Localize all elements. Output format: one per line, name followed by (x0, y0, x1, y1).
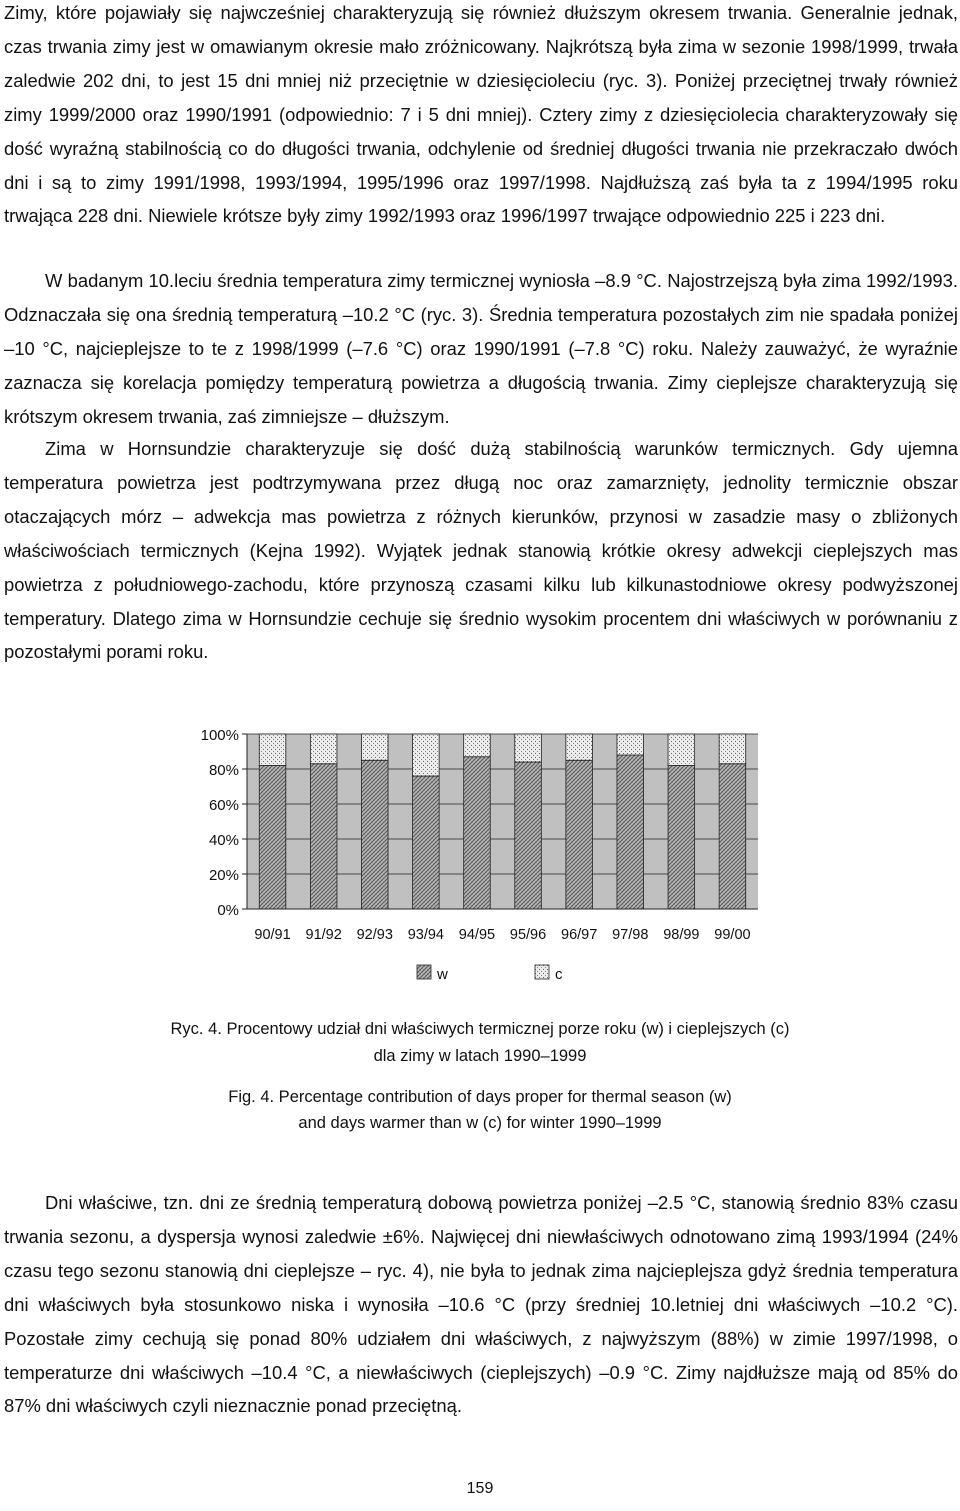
page-number: 159 (466, 1480, 494, 1497)
bar-c (361, 734, 388, 760)
caption-en-line2: and days warmer than w (c) for winter 1990–1999 (298, 1114, 662, 1132)
x-tick-label: 94/95 (458, 927, 496, 943)
bar-c (566, 734, 593, 760)
bar-w (668, 766, 695, 910)
bar-w (259, 766, 286, 910)
bar-c (259, 734, 286, 766)
x-tick-label: 99/00 (714, 927, 751, 943)
bar-c (464, 734, 491, 757)
x-tick-label: 91/92 (305, 927, 342, 943)
plot-area (201, 727, 758, 943)
x-tick-label: 97/98 (612, 927, 649, 943)
bar-c (719, 734, 746, 764)
y-tick-label: 100% (200, 727, 239, 744)
legend-swatch-w (417, 965, 431, 979)
bar-w (413, 776, 440, 909)
x-tick-label: 92/93 (356, 927, 393, 943)
x-tick-label: 98/99 (663, 927, 700, 943)
paragraph-1-text: Zimy, które pojawiały się najwcześniej charakteryzują się również dłuższym okresem trwania. Generalnie jednak, czas trwania zimy jest w omawianym okresie mało zróżnicowany. Najkrótszą była zima w sezonie 1998/1999, trwała zaledwie 202 dni, to jest 15 dni mniej niż przeciętnie w dziesięcioleciu (ryc. 3). Poniżej przeciętnej trwały również zimy 1999/2000 oraz 1990/1991 (odpowiednio: 7 i 5 dni mniej). Cztery zimy z dziesięciolecia charakteryzowały się dość wyraźną stabilnością co do długości trwania, odchylenie od średniej długości trwania nie przekraczało dwóch dni i są to zimy 1991/1998, 1993/1994, 1995/1996 oraz 1997/1998. Najdłuższą zaś była ta z 1994/1995 roku trwająca 228 dni. Niewiele krótsze były zimy 1992/1993 oraz 1996/1997 trwające odpowiednio 225 i 223 dni. (4, 2, 958, 227)
caption-pl-line1: Ryc. 4. Procentowy udział dni właściwych termicznej porze roku (w) i cieplejszych (c) (170, 1020, 790, 1038)
chart-legend (417, 965, 563, 983)
bar-c (617, 734, 644, 755)
bar-w (617, 755, 644, 909)
bar-w (310, 764, 337, 909)
x-tick-label: 96/97 (561, 927, 598, 943)
bar-c (515, 734, 542, 762)
bar-w (515, 762, 542, 909)
bar-c (668, 734, 695, 766)
bar-c (310, 734, 337, 764)
y-tick-label: 40% (208, 832, 239, 849)
bar-w (719, 764, 746, 909)
legend-label-c: c (555, 966, 563, 983)
paragraph-2 (4, 264, 958, 434)
caption-pl-line2: dla zimy w latach 1990–1999 (373, 1047, 587, 1065)
paragraph-3 (4, 432, 958, 669)
paragraph-4 (4, 1186, 958, 1423)
caption-en-line1: Fig. 4. Percentage contribution of days proper for thermal season (w) (228, 1088, 732, 1106)
x-tick-label: 90/91 (254, 927, 291, 943)
paragraph-2-text: W badanym 10.leciu średnia temperatura zimy termicznej wyniosła –8.9 °C. Najostrzejszą była zima 1992/1993. Odznaczała się ona średnią temperaturą –10.2 °C (ryc. 3). Średnia temperatura pozostałych zim nie spadała poniżej –10 °C, najcieplejsze to te z 1998/1999 (–7.6 °C) oraz 1990/1991 (–7.8 °C) roku. Należy zauważyć, że wyraźnie zaznacza się korelacja pomiędzy temperaturą powietrza a długością trwania. Zimy cieplejsze charakteryzują się krótszym okresem trwania, zaś zimniejsze – dłuższym. (4, 270, 958, 427)
y-tick-label: 0% (217, 902, 239, 919)
paragraph-3-text: Zima w Hornsundzie charakteryzuje się dość dużą stabilnością warunków termicznych. Gdy ujemna temperatura powietrza jest podtrzymywana przez długą noc oraz zamarznięty, jednolity termicznie obszar otaczających mórz – adwekcja mas powietrza z różnych kierunków, przynosi w zasadzie masy o zbliżonych właściwościach termicznych (Kejna 1992). Wyjątek jednak stanowią krótkie okresy adwekcji cieplejszych mas powietrza z południowego-zachodu, które przynoszą czasami kilku lub kilkunastodniowe okresy podwyższonej temperatury. Dlatego zima w Hornsundzie cechuje się średnio wysokim procentem dni właściwych w porównaniu z pozostałymi porami roku. (4, 438, 958, 663)
y-tick-label: 60% (208, 797, 239, 814)
y-tick-label: 20% (208, 867, 239, 884)
legend-swatch-c (535, 965, 549, 979)
bar-w (361, 760, 388, 909)
bar-c (413, 734, 440, 776)
x-tick-label: 93/94 (407, 927, 444, 943)
bar-w (464, 757, 491, 909)
legend-label-w: w (437, 966, 448, 983)
y-tick-label: 80% (208, 762, 239, 779)
figure-4-chart (190, 708, 770, 1008)
bar-w (566, 760, 593, 909)
x-tick-label: 95/96 (509, 927, 547, 943)
paragraph-4-text: Dni właściwe, tzn. dni ze średnią temperaturą dobową powietrza poniżej –2.5 °C, stanowią średnio 83% czasu trwania sezonu, a dyspersja wynosi zaledwie ±6%. Najwięcej dni niewłaściwych odnotowano zimą 1993/1994 (24% czasu tego sezonu stanowią dni cieplejsze – ryc. 4), nie była to jednak zima najcieplejsza gdyż średnia temperatura dni właściwych była stosunkowo niska i wynosiła –10.6 °C (przy średniej 10.letniej dni właściwych –10.2 °C). Pozostałe zimy cechują się ponad 80% udziałem dni właściwych, z najwyższym (88%) w zimie 1997/1998, o temperaturze dni właściwych –10.4 °C, a niewłaściwych (cieplejszych) –0.9 °C. Zimy najdłuższe mają od 85% do 87% dni właściwych czyli nieznacznie ponad przeciętną. (4, 1192, 958, 1417)
paragraph-1 (4, 0, 958, 233)
